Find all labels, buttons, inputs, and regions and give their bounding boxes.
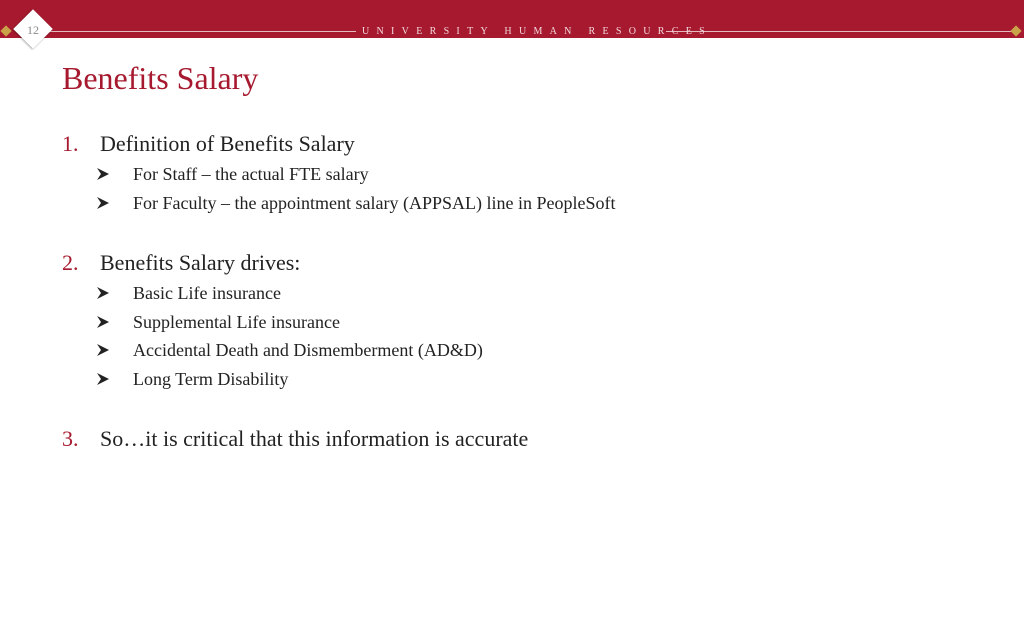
sub-item-text: Long Term Disability bbox=[133, 369, 289, 389]
header-rule-left bbox=[44, 31, 356, 32]
arrow-bullet-icon bbox=[96, 167, 110, 181]
list-item-3 bbox=[62, 425, 528, 453]
sub-item-text: Accidental Death and Dismemberment (AD&D) bbox=[133, 340, 483, 360]
list-item-number: 3. bbox=[62, 426, 79, 451]
list-item-text: So…it is critical that this information is accurate bbox=[100, 426, 529, 451]
list-item-2 bbox=[62, 249, 300, 277]
arrow-bullet-icon bbox=[96, 286, 110, 300]
list-item-text: Definition of Benefits Salary bbox=[100, 131, 355, 156]
sub-item-text: For Faculty – the appointment salary (APPSAL) line in PeopleSoft bbox=[133, 193, 616, 213]
sub-item bbox=[96, 162, 369, 186]
slide-title: Benefits Salary bbox=[62, 60, 259, 96]
sub-item bbox=[96, 367, 288, 391]
arrow-bullet-icon bbox=[96, 196, 110, 210]
arrow-bullet-icon bbox=[96, 372, 110, 386]
list-item-number: 1. bbox=[62, 131, 79, 156]
list-item-number: 2. bbox=[62, 250, 79, 275]
sub-item-text: Supplemental Life insurance bbox=[133, 312, 340, 332]
sub-item bbox=[96, 338, 483, 362]
list-item-1 bbox=[62, 130, 355, 158]
arrow-bullet-icon bbox=[96, 343, 110, 357]
header-rule-right bbox=[666, 31, 1016, 32]
page-number: 12 bbox=[27, 23, 39, 37]
list-item-text: Benefits Salary drives: bbox=[100, 250, 301, 275]
header-title: UNIVERSITY HUMAN RESOURCES bbox=[362, 26, 712, 37]
arrow-bullet-icon bbox=[96, 315, 110, 329]
sub-item bbox=[96, 281, 281, 305]
sub-item bbox=[96, 310, 340, 334]
sub-item-text: For Staff – the actual FTE salary bbox=[133, 164, 369, 184]
sub-item bbox=[96, 191, 615, 215]
sub-item-text: Basic Life insurance bbox=[133, 283, 281, 303]
